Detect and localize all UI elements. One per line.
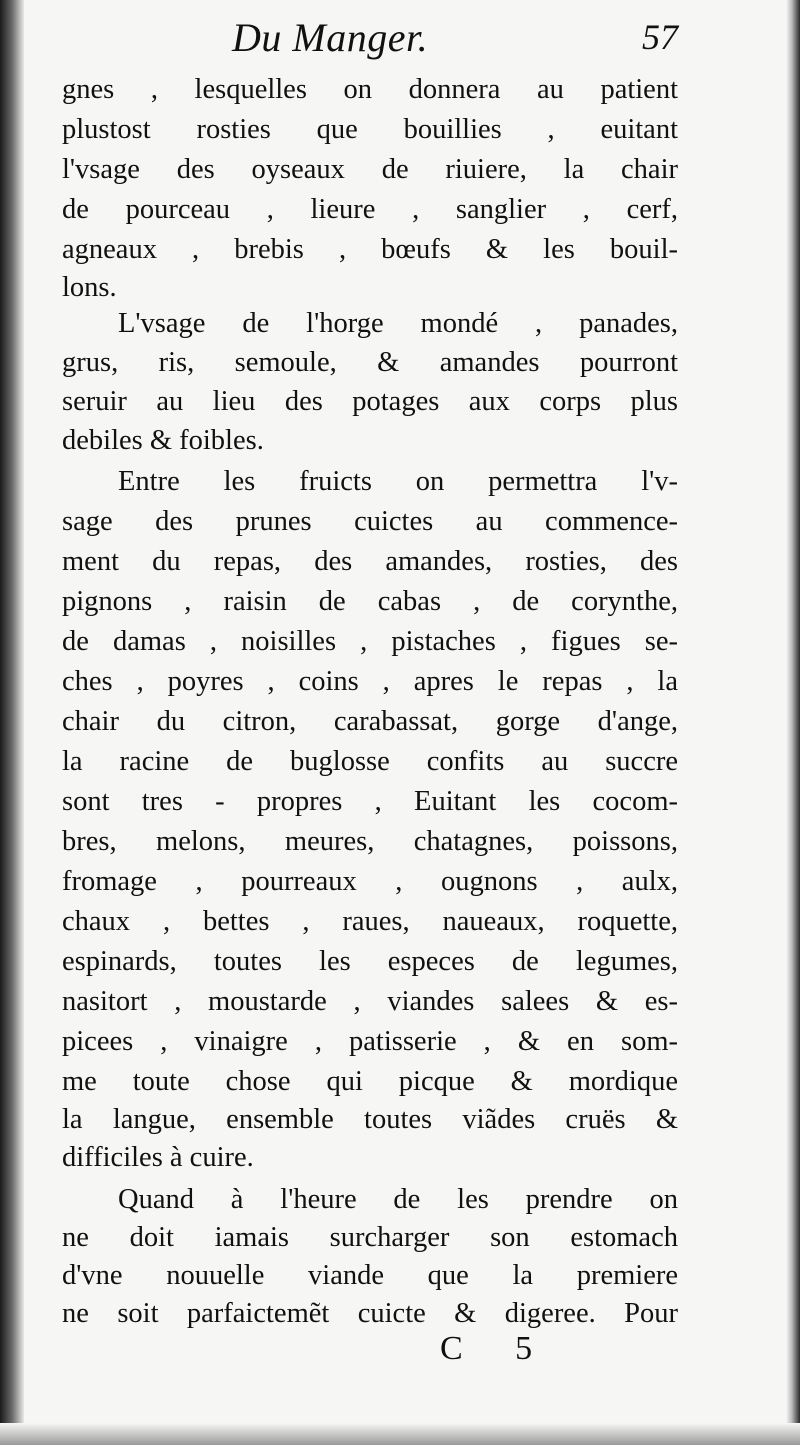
text-line: ne soit parfaictemẽt cuicte & digeree. Pour [62,1298,678,1329]
text-line: difficiles à cuire. [62,1142,254,1173]
text-line: de damas , noisilles , pistaches , figues se- [62,626,678,657]
paragraph-start-line: Quand à l'heure de les prendre on [118,1184,678,1215]
text-line: sont tres - propres , Euitant les cocom- [62,786,678,817]
text-line: fromage , pourreaux , ougnons , aulx, [62,866,678,897]
text-line: la langue, ensemble toutes viãdes cruës & [62,1104,678,1135]
text-line: chair du citron, carabassat, gorge d'ange, [62,706,678,737]
text-line: gnes , lesquelles on donnera au patient [62,74,678,105]
text-line: picees , vinaigre , patisserie , & en som- [62,1026,678,1057]
text-line: d'vne nouuelle viande que la premiere [62,1260,678,1291]
text-line: l'vsage des oyseaux de riuiere, la chair [62,154,678,185]
text-line: ches , poyres , coins , apres le repas , la [62,666,678,697]
page-number: 57 [642,17,678,57]
page-edge [786,0,800,1445]
text-line: espinards, toutes les especes de legumes, [62,946,678,977]
text-line: agneaux , brebis , bœufs & les bouil- [62,234,678,265]
running-title: Du Manger. [232,15,429,60]
text-line: lons. [62,272,117,303]
text-line: seruir au lieu des potages aux corps plus [62,386,678,417]
text-line: pignons , raisin de cabas , de corynthe, [62,586,678,617]
text-line: sage des prunes cuictes au commence- [62,506,678,537]
text-line: plustost rosties que bouillies , euitant [62,114,678,145]
text-line: chaux , bettes , raues, naueaux, roquette, [62,906,678,937]
text-line: grus, ris, semoule, & amandes pourront [62,347,678,378]
text-line: de pourceau , lieure , sanglier , cerf, [62,194,678,225]
binding-shadow [0,0,24,1445]
text-line: bres, melons, meures, chatagnes, poissons, [62,826,678,857]
text-line: ne doit iamais surcharger son estomach [62,1222,678,1253]
text-line: debiles & foibles. [62,425,264,456]
text-line: me toute chose qui picque & mordique [62,1066,678,1097]
text-line: ment du repas, des amandes, rosties, des [62,546,678,577]
paragraph-start-line: Entre les fruicts on permettra l'v- [118,466,678,497]
text-line: nasitort , moustarde , viandes salees & es- [62,986,678,1017]
signature-mark: C 5 [440,1330,555,1367]
running-head [62,14,678,64]
paragraph-start-line: L'vsage de l'horge mondé , panades, [118,308,678,339]
page-bottom-edge [0,1423,800,1445]
text-line: la racine de buglosse confits au succre [62,746,678,777]
